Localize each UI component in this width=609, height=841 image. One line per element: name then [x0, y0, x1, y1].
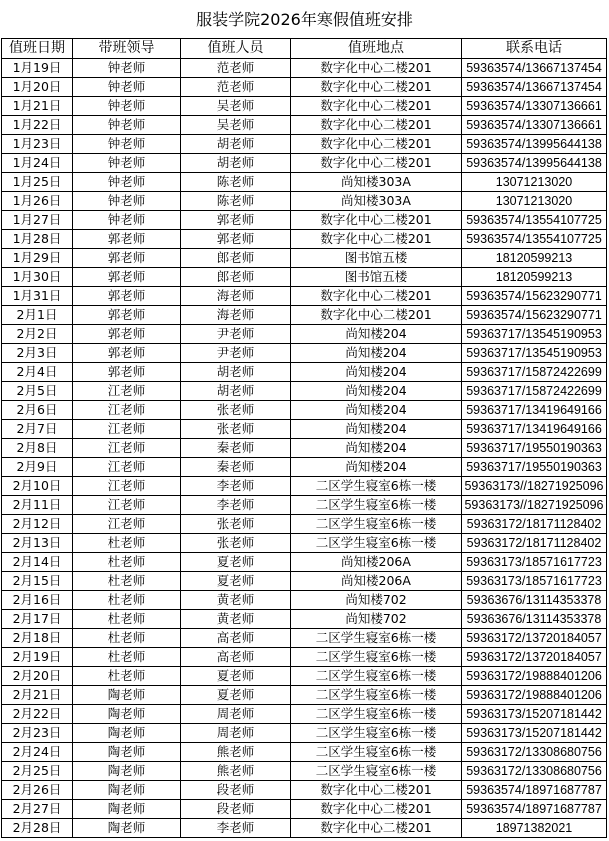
table-row: [2, 477, 607, 496]
table-row: [2, 97, 607, 116]
cell-leader: 郭老师: [73, 325, 181, 344]
table-row: [2, 59, 607, 78]
table-row: [2, 458, 607, 477]
header-row: [2, 39, 607, 59]
cell-location: 图书馆五楼: [291, 249, 462, 268]
cell-duty-date: 1月29日: [2, 249, 73, 268]
cell-staff: 秦老师: [181, 458, 291, 477]
cell-staff: 高老师: [181, 648, 291, 667]
table-row: [2, 325, 607, 344]
cell-location: 尚知楼702: [291, 610, 462, 629]
cell-staff: 海老师: [181, 287, 291, 306]
cell-duty-date: 2月20日: [2, 667, 73, 686]
table-row: [2, 686, 607, 705]
cell-phone: 59363172/19888401206: [462, 686, 607, 705]
cell-phone: 59363172/13720184057: [462, 648, 607, 667]
cell-location: 二区学生寝室6栋一楼: [291, 515, 462, 534]
cell-staff: 熊老师: [181, 762, 291, 781]
table-row: [2, 724, 607, 743]
cell-location: 数字化中心二楼201: [291, 97, 462, 116]
cell-location: 尚知楼204: [291, 458, 462, 477]
cell-phone: 59363717/13419649166: [462, 420, 607, 439]
table-row: [2, 306, 607, 325]
cell-location: 尚知楼204: [291, 382, 462, 401]
cell-leader: 陶老师: [73, 781, 181, 800]
cell-leader: 杜老师: [73, 667, 181, 686]
cell-leader: 江老师: [73, 439, 181, 458]
cell-leader: 郭老师: [73, 344, 181, 363]
cell-duty-date: 2月16日: [2, 591, 73, 610]
cell-phone: 59363574/13307136661: [462, 97, 607, 116]
table-row: [2, 496, 607, 515]
cell-location: 尚知楼204: [291, 420, 462, 439]
cell-duty-date: 2月2日: [2, 325, 73, 344]
cell-phone: 59363574/18971687787: [462, 800, 607, 819]
table-row: [2, 211, 607, 230]
cell-duty-date: 1月27日: [2, 211, 73, 230]
cell-phone: 59363717/13545190953: [462, 344, 607, 363]
cell-duty-date: 2月19日: [2, 648, 73, 667]
cell-phone: 59363173/18571617723: [462, 553, 607, 572]
table-row: [2, 78, 607, 97]
table-row: [2, 762, 607, 781]
cell-leader: 江老师: [73, 458, 181, 477]
table-row: [2, 439, 607, 458]
cell-staff: 周老师: [181, 724, 291, 743]
cell-phone: 59363717/19550190363: [462, 458, 607, 477]
cell-leader: 陶老师: [73, 743, 181, 762]
cell-phone: 59363172/19888401206: [462, 667, 607, 686]
cell-leader: 杜老师: [73, 534, 181, 553]
cell-duty-date: 2月14日: [2, 553, 73, 572]
table-row: [2, 553, 607, 572]
cell-phone: 59363574/15623290771: [462, 306, 607, 325]
cell-phone: 59363717/15872422699: [462, 382, 607, 401]
cell-phone: 59363172/13308680756: [462, 743, 607, 762]
cell-staff: 陈老师: [181, 173, 291, 192]
cell-duty-date: 1月23日: [2, 135, 73, 154]
table-row: [2, 173, 607, 192]
cell-location: 尚知楼204: [291, 325, 462, 344]
cell-staff: 范老师: [181, 78, 291, 97]
cell-location: 数字化中心二楼201: [291, 135, 462, 154]
cell-duty-date: 1月25日: [2, 173, 73, 192]
table-row: [2, 781, 607, 800]
cell-location: 二区学生寝室6栋一楼: [291, 743, 462, 762]
cell-phone: 59363173/18571617723: [462, 572, 607, 591]
cell-duty-date: 2月24日: [2, 743, 73, 762]
cell-leader: 钟老师: [73, 192, 181, 211]
cell-leader: 钟老师: [73, 97, 181, 116]
cell-duty-date: 2月28日: [2, 819, 73, 838]
cell-staff: 张老师: [181, 515, 291, 534]
cell-location: 二区学生寝室6栋一楼: [291, 724, 462, 743]
table-row: [2, 420, 607, 439]
cell-duty-date: 1月31日: [2, 287, 73, 306]
table-body: [2, 59, 607, 838]
header-leader: 带班领导: [73, 39, 181, 59]
cell-staff: 黄老师: [181, 610, 291, 629]
table-row: [2, 249, 607, 268]
cell-leader: 钟老师: [73, 211, 181, 230]
cell-location: 二区学生寝室6栋一楼: [291, 705, 462, 724]
cell-duty-date: 1月19日: [2, 59, 73, 78]
cell-leader: 郭老师: [73, 287, 181, 306]
cell-staff: 李老师: [181, 496, 291, 515]
table-row: [2, 363, 607, 382]
cell-duty-date: 2月15日: [2, 572, 73, 591]
cell-staff: 范老师: [181, 59, 291, 78]
cell-leader: 郭老师: [73, 306, 181, 325]
header-staff: 值班人员: [181, 39, 291, 59]
cell-duty-date: 2月13日: [2, 534, 73, 553]
cell-phone: 59363717/13419649166: [462, 401, 607, 420]
cell-phone: 59363574/13554107725: [462, 211, 607, 230]
cell-leader: 郭老师: [73, 268, 181, 287]
table-row: [2, 116, 607, 135]
cell-phone: 59363172/13720184057: [462, 629, 607, 648]
cell-leader: 钟老师: [73, 173, 181, 192]
cell-phone: 59363172/13308680756: [462, 762, 607, 781]
cell-location: 数字化中心二楼201: [291, 287, 462, 306]
cell-leader: 江老师: [73, 477, 181, 496]
cell-duty-date: 1月24日: [2, 154, 73, 173]
table-row: [2, 534, 607, 553]
cell-staff: 海老师: [181, 306, 291, 325]
cell-duty-date: 2月10日: [2, 477, 73, 496]
cell-staff: 段老师: [181, 781, 291, 800]
cell-phone: 59363574/13995644138: [462, 135, 607, 154]
cell-location: 数字化中心二楼201: [291, 781, 462, 800]
cell-staff: 夏老师: [181, 686, 291, 705]
cell-staff: 夏老师: [181, 667, 291, 686]
cell-phone: 59363173//18271925096: [462, 477, 607, 496]
header-duty-date: 值班日期: [2, 39, 73, 59]
cell-staff: 张老师: [181, 534, 291, 553]
cell-leader: 陶老师: [73, 819, 181, 838]
table-row: [2, 382, 607, 401]
cell-location: 二区学生寝室6栋一楼: [291, 762, 462, 781]
cell-duty-date: 2月21日: [2, 686, 73, 705]
cell-leader: 钟老师: [73, 78, 181, 97]
table-row: [2, 230, 607, 249]
cell-staff: 黄老师: [181, 591, 291, 610]
cell-location: 数字化中心二楼201: [291, 800, 462, 819]
table-row: [2, 819, 607, 838]
cell-phone: 59363574/13667137454: [462, 78, 607, 97]
cell-duty-date: 1月28日: [2, 230, 73, 249]
cell-leader: 钟老师: [73, 154, 181, 173]
cell-leader: 陶老师: [73, 762, 181, 781]
header-phone: 联系电话: [462, 39, 607, 59]
cell-phone: 59363717/15872422699: [462, 363, 607, 382]
cell-duty-date: 2月27日: [2, 800, 73, 819]
table-row: [2, 648, 607, 667]
table-row: [2, 287, 607, 306]
cell-leader: 陶老师: [73, 686, 181, 705]
cell-duty-date: 1月20日: [2, 78, 73, 97]
table-row: [2, 667, 607, 686]
cell-staff: 郭老师: [181, 230, 291, 249]
cell-duty-date: 1月30日: [2, 268, 73, 287]
cell-leader: 郭老师: [73, 363, 181, 382]
cell-duty-date: 1月21日: [2, 97, 73, 116]
cell-location: 二区学生寝室6栋一楼: [291, 648, 462, 667]
cell-staff: 胡老师: [181, 363, 291, 382]
cell-leader: 陶老师: [73, 800, 181, 819]
table-row: [2, 572, 607, 591]
cell-phone: 59363172/18171128402: [462, 515, 607, 534]
cell-location: 数字化中心二楼201: [291, 819, 462, 838]
table-row: [2, 743, 607, 762]
cell-duty-date: 2月8日: [2, 439, 73, 458]
cell-location: 二区学生寝室6栋一楼: [291, 534, 462, 553]
cell-phone: 59363574/13667137454: [462, 59, 607, 78]
cell-leader: 钟老师: [73, 116, 181, 135]
cell-staff: 吴老师: [181, 97, 291, 116]
cell-staff: 胡老师: [181, 135, 291, 154]
cell-phone: 59363717/19550190363: [462, 439, 607, 458]
cell-staff: 李老师: [181, 477, 291, 496]
cell-duty-date: 2月26日: [2, 781, 73, 800]
table-row: [2, 800, 607, 819]
cell-staff: 张老师: [181, 401, 291, 420]
cell-staff: 郎老师: [181, 249, 291, 268]
cell-location: 尚知楼303A: [291, 192, 462, 211]
cell-phone: 59363676/13114353378: [462, 591, 607, 610]
cell-location: 二区学生寝室6栋一楼: [291, 629, 462, 648]
cell-duty-date: 2月1日: [2, 306, 73, 325]
cell-location: 数字化中心二楼201: [291, 306, 462, 325]
cell-phone: 13071213020: [462, 173, 607, 192]
cell-location: 尚知楼204: [291, 439, 462, 458]
cell-location: 二区学生寝室6栋一楼: [291, 667, 462, 686]
cell-staff: 李老师: [181, 819, 291, 838]
cell-staff: 张老师: [181, 420, 291, 439]
cell-phone: 18971382021: [462, 819, 607, 838]
cell-phone: 18120599213: [462, 268, 607, 287]
cell-duty-date: 2月25日: [2, 762, 73, 781]
cell-phone: 59363173/15207181442: [462, 724, 607, 743]
cell-location: 二区学生寝室6栋一楼: [291, 477, 462, 496]
cell-location: 尚知楼303A: [291, 173, 462, 192]
cell-leader: 杜老师: [73, 610, 181, 629]
table-row: [2, 629, 607, 648]
cell-duty-date: 2月5日: [2, 382, 73, 401]
cell-location: 尚知楼206A: [291, 572, 462, 591]
cell-duty-date: 2月22日: [2, 705, 73, 724]
cell-location: 数字化中心二楼201: [291, 211, 462, 230]
cell-phone: 59363574/13307136661: [462, 116, 607, 135]
cell-staff: 夏老师: [181, 572, 291, 591]
cell-leader: 陶老师: [73, 705, 181, 724]
cell-phone: 59363172/18171128402: [462, 534, 607, 553]
cell-phone: 13071213020: [462, 192, 607, 211]
table-row: [2, 610, 607, 629]
cell-leader: 杜老师: [73, 648, 181, 667]
table-row: [2, 591, 607, 610]
table-row: [2, 268, 607, 287]
cell-location: 尚知楼702: [291, 591, 462, 610]
cell-duty-date: 2月7日: [2, 420, 73, 439]
cell-duty-date: 1月26日: [2, 192, 73, 211]
cell-staff: 吴老师: [181, 116, 291, 135]
cell-leader: 江老师: [73, 496, 181, 515]
cell-staff: 尹老师: [181, 344, 291, 363]
cell-leader: 江老师: [73, 515, 181, 534]
cell-location: 数字化中心二楼201: [291, 59, 462, 78]
cell-leader: 杜老师: [73, 591, 181, 610]
cell-phone: 59363574/18971687787: [462, 781, 607, 800]
cell-phone: 59363173/15207181442: [462, 705, 607, 724]
cell-duty-date: 2月6日: [2, 401, 73, 420]
cell-duty-date: 2月3日: [2, 344, 73, 363]
cell-location: 二区学生寝室6栋一楼: [291, 496, 462, 515]
cell-location: 尚知楼204: [291, 401, 462, 420]
cell-staff: 胡老师: [181, 382, 291, 401]
cell-staff: 夏老师: [181, 553, 291, 572]
header-location: 值班地点: [291, 39, 462, 59]
cell-duty-date: 1月22日: [2, 116, 73, 135]
cell-leader: 杜老师: [73, 553, 181, 572]
cell-phone: 59363676/13114353378: [462, 610, 607, 629]
cell-staff: 郭老师: [181, 211, 291, 230]
cell-phone: 59363574/13554107725: [462, 230, 607, 249]
cell-location: 二区学生寝室6栋一楼: [291, 686, 462, 705]
cell-leader: 江老师: [73, 401, 181, 420]
cell-duty-date: 2月11日: [2, 496, 73, 515]
cell-leader: 杜老师: [73, 572, 181, 591]
table-row: [2, 135, 607, 154]
cell-location: 图书馆五楼: [291, 268, 462, 287]
cell-duty-date: 2月4日: [2, 363, 73, 382]
cell-location: 尚知楼204: [291, 344, 462, 363]
cell-phone: 59363173//18271925096: [462, 496, 607, 515]
cell-location: 数字化中心二楼201: [291, 78, 462, 97]
cell-leader: 江老师: [73, 420, 181, 439]
cell-phone: 59363717/13545190953: [462, 325, 607, 344]
cell-staff: 秦老师: [181, 439, 291, 458]
table-row: [2, 401, 607, 420]
cell-phone: 59363574/15623290771: [462, 287, 607, 306]
duty-schedule-table: [1, 38, 607, 838]
cell-staff: 熊老师: [181, 743, 291, 762]
cell-staff: 段老师: [181, 800, 291, 819]
cell-staff: 胡老师: [181, 154, 291, 173]
table-header: [2, 39, 607, 59]
cell-duty-date: 2月9日: [2, 458, 73, 477]
cell-leader: 钟老师: [73, 59, 181, 78]
cell-duty-date: 2月12日: [2, 515, 73, 534]
table-row: [2, 705, 607, 724]
cell-staff: 周老师: [181, 705, 291, 724]
cell-leader: 郭老师: [73, 230, 181, 249]
cell-leader: 陶老师: [73, 724, 181, 743]
cell-leader: 郭老师: [73, 249, 181, 268]
cell-location: 尚知楼204: [291, 363, 462, 382]
cell-phone: 18120599213: [462, 249, 607, 268]
cell-location: 数字化中心二楼201: [291, 116, 462, 135]
cell-staff: 高老师: [181, 629, 291, 648]
cell-leader: 钟老师: [73, 135, 181, 154]
document-title: 服装学院2026年寒假值班安排: [196, 10, 413, 29]
cell-staff: 陈老师: [181, 192, 291, 211]
table-row: [2, 154, 607, 173]
cell-duty-date: 2月23日: [2, 724, 73, 743]
cell-phone: 59363574/13995644138: [462, 154, 607, 173]
table-row: [2, 192, 607, 211]
table-row: [2, 344, 607, 363]
cell-location: 尚知楼206A: [291, 553, 462, 572]
cell-staff: 郎老师: [181, 268, 291, 287]
cell-leader: 江老师: [73, 382, 181, 401]
cell-location: 数字化中心二楼201: [291, 230, 462, 249]
cell-duty-date: 2月18日: [2, 629, 73, 648]
cell-staff: 尹老师: [181, 325, 291, 344]
cell-duty-date: 2月17日: [2, 610, 73, 629]
cell-location: 数字化中心二楼201: [291, 154, 462, 173]
cell-leader: 杜老师: [73, 629, 181, 648]
table-row: [2, 515, 607, 534]
